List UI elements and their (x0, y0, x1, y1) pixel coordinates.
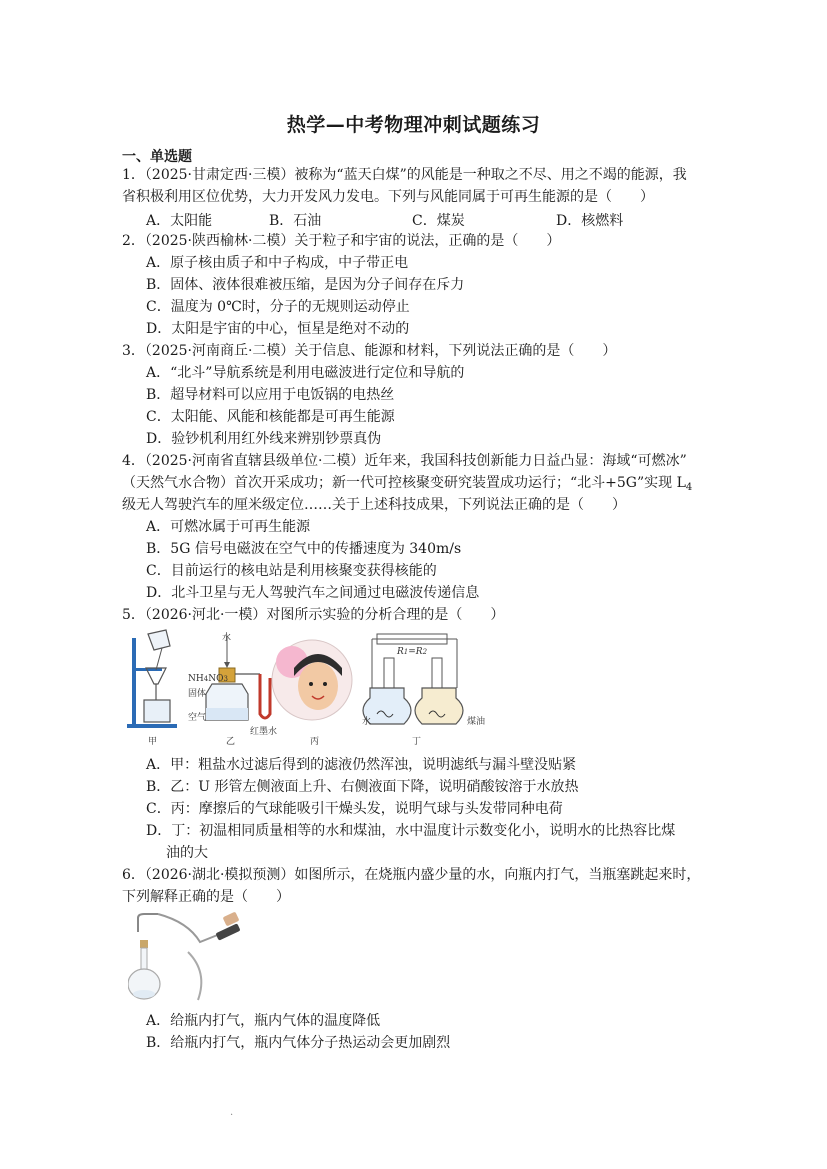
label-ding: 丁 (412, 737, 422, 747)
question-4-stem-line-2 (122, 474, 692, 497)
question-6-stem-line-1: 6．（2026·湖北·模拟预测）如图所示，在烧瓶内盛少量的水，向瓶内打气，当瓶塞跳起来时， (122, 867, 701, 883)
question-4-option-d[interactable]: D．北斗卫星与无人驾驶汽车之间通过电磁波传递信息 (146, 585, 480, 601)
label-nh4no3-sub1: 4 (203, 675, 209, 683)
label-nh4no3-sub2: 3 (223, 675, 228, 683)
question-3-option-d[interactable]: D．验钞机利用红外线来辨别钞票真伪 (146, 431, 382, 447)
question-1-option-b[interactable]: B．石油 (269, 213, 322, 229)
filtration-apparatus-image (127, 630, 177, 728)
question-4-option-c[interactable]: C．目前运行的核电站是利用核聚变获得核能的 (146, 563, 437, 579)
question-6-figure (128, 912, 243, 1004)
question-1-stem-line-2: 省积极利用区位优势，大力开发风力发电。下列与风能同属于可再生能源的是（ ） (122, 189, 654, 205)
label-bing: 丙 (310, 737, 320, 747)
label-nh4no3 (188, 674, 228, 684)
question-4-stem-line-3: 级无人驾驶汽车的厘米级定位……关于上述科技成果，下列说法正确的是（ ） (122, 497, 626, 513)
label-yi: 乙 (226, 737, 236, 747)
question-6-stem-line-2: 下列解释正确的是（ ） (122, 889, 290, 905)
label-resistors-equal (397, 647, 427, 657)
question-5-option-a[interactable]: A．甲：粗盐水过滤后得到的滤液仍然浑浊，说明滤纸与漏斗壁没贴紧 (146, 757, 577, 773)
question-6-option-b[interactable]: B．给瓶内打气，瓶内气体分子热运动会更加剧烈 (146, 1035, 451, 1051)
label-r2: =R (408, 647, 423, 657)
question-5-option-c[interactable]: C．丙：摩擦后的气球能吸引干燥头发，说明气球与头发带同种电荷 (146, 801, 563, 817)
question-4-stem-line-1: 4．（2025·河南省直辖县级单位·二模）近年来，我国科技创新能力日益凸显：海域“可燃冰” (122, 453, 687, 469)
label-air: 空气 (188, 713, 207, 723)
question-3-option-b[interactable]: B．超导材料可以应用于电饭锅的电热丝 (146, 387, 395, 403)
label-jia: 甲 (148, 737, 158, 747)
section-heading: 一、单选题 (122, 149, 192, 165)
balloon-hair-image (272, 640, 352, 720)
question-2-stem: 2．（2025·陕西榆林·二模）关于粒子和宇宙的说法，正确的是（ ） (122, 233, 561, 249)
footer-dot: . (230, 1107, 234, 1118)
question-4-option-a[interactable]: A．可燃冰属于可再生能源 (146, 519, 311, 535)
label-solid: 固体 (188, 689, 207, 699)
label-nh4no3-b: NO (208, 674, 224, 684)
label-nh4no3-a: NH (188, 674, 204, 684)
question-2-option-b[interactable]: B．固体、液体很难被压缩，是因为分子间存在斥力 (146, 277, 465, 293)
question-1-stem-line-1: 1．（2025·甘肃定西·三模）被称为“蓝天白煤”的风能是一种取之不尽、用之不竭的能源，我 (122, 167, 687, 183)
question-3-option-a[interactable]: A．“北斗”导航系统是利用电磁波进行定位和导航的 (146, 365, 465, 381)
label-red-ink: 红墨水 (250, 727, 278, 737)
question-3-stem: 3．（2025·河南商丘·二模）关于信息、能源和材料，下列说法正确的是（ ） (122, 343, 617, 359)
question-2-option-d[interactable]: D．太阳是宇宙的中心，恒星是绝对不动的 (146, 321, 410, 337)
flask-pump-image (128, 912, 243, 1004)
question-5-option-b[interactable]: B．乙：U 形管左侧液面上升、右侧液面下降，说明硝酸铵溶于水放热 (146, 779, 579, 795)
label-water: 水 (362, 717, 372, 727)
question-1-option-c[interactable]: C．煤炭 (412, 213, 465, 229)
page-title: 热学—中考物理冲刺试题练习 (286, 114, 541, 136)
question-1-option-d[interactable]: D．核燃料 (556, 213, 624, 229)
question-3-option-c[interactable]: C．太阳能、风能和核能都是可再生能源 (146, 409, 395, 425)
question-5-option-d-continued: 油的大 (166, 845, 208, 861)
question-5-stem: 5．（2026·河北·一模）对图所示实验的分析合理的是（ ） (122, 607, 505, 623)
question-4-option-b[interactable]: B．5G 信号电磁波在空气中的传播速度为 340m/s (146, 541, 462, 557)
question-2-option-a[interactable]: A．原子核由质子和中子构成，中子带正电 (146, 255, 409, 271)
label-r2-sub: 2 (422, 648, 428, 656)
question-5-figure (122, 628, 582, 748)
label-r1-sub: 1 (403, 648, 409, 656)
question-2-option-c[interactable]: C．温度为 0℃时，分子的无规则运动停止 (146, 299, 410, 315)
question-1-option-a[interactable]: A．太阳能 (146, 213, 213, 229)
label-water-top: 水 (222, 633, 232, 643)
question-6-option-a[interactable]: A．给瓶内打气，瓶内气体的温度降低 (146, 1013, 381, 1029)
label-r1: R (397, 647, 404, 657)
question-4-l4-subscript: 4 (685, 482, 693, 493)
label-kerosene: 煤油 (467, 717, 486, 727)
question-5-option-d[interactable]: D．丁：初温相同质量相等的水和煤油，水中温度计示数变化小，说明水的比热容比煤 (146, 823, 676, 839)
question-4-stem-line-2-text: （天然气水合物）首次开采成功；新一代可控核聚变研究装置成功运行；“北斗+5G”实现 L (122, 475, 686, 491)
